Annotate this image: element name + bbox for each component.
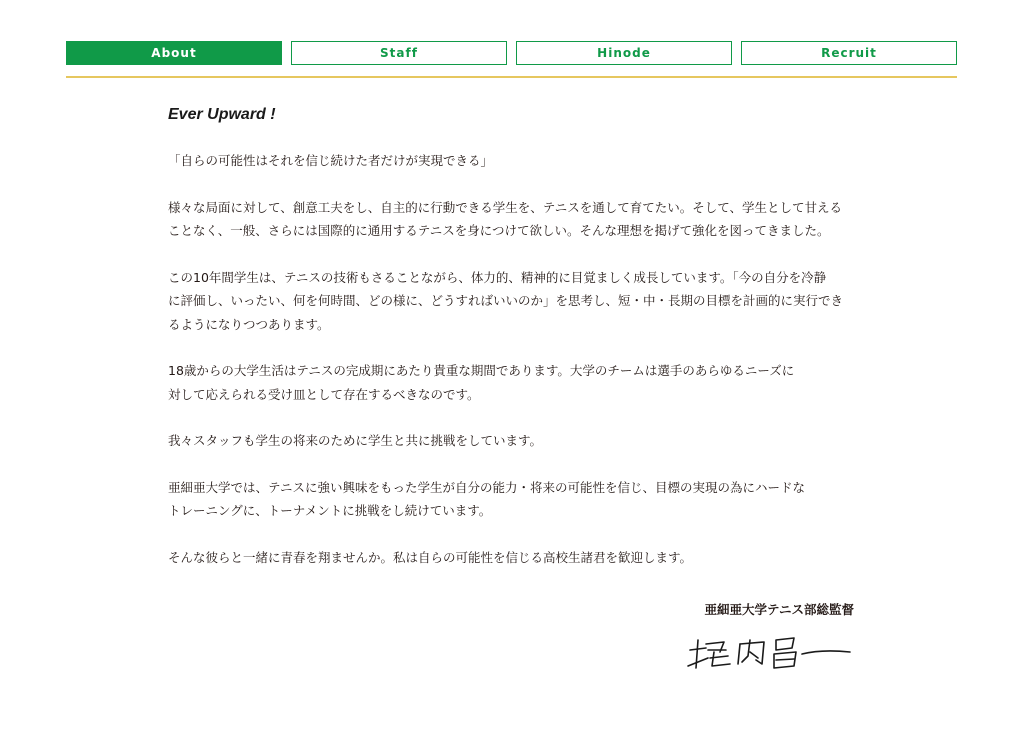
main-nav: [66, 41, 957, 65]
paragraph-line: 様々な局面に対して、創意工夫をし、自主的に行動できる学生を、テニスを通して育てたい。そして、学生として甘える: [168, 199, 843, 215]
paragraph-line: るようになりつつあります。: [168, 316, 330, 332]
nav-tab-hinode[interactable]: Hinode: [516, 41, 732, 65]
paragraph-line: 対して応えられる受け皿として存在するべきなのです。: [168, 386, 480, 402]
nav-tab-recruit[interactable]: Recruit: [741, 41, 957, 65]
paragraph-line: 18歳からの大学生活はテニスの完成期にあたり貴重な期間であります。大学のチームは選手のあらゆるニーズに: [168, 363, 795, 378]
paragraph-welcome: [168, 546, 868, 570]
paragraph-line: ことなく、一般、さらには国際的に通用するテニスを身につけて欲しい。そんな理想を掲げて強化を図ってきました。: [168, 223, 830, 238]
header-divider: [66, 76, 957, 78]
paragraph-challenge: [168, 476, 868, 523]
signature-title: 亜細亜大学テニス部総監督: [704, 602, 854, 617]
paragraph-philosophy: [168, 196, 868, 243]
paragraph-line: 「自らの可能性はそれを信じ続けた者だけが実現できる」: [168, 153, 494, 168]
nav-tab-about[interactable]: About: [66, 41, 282, 65]
paragraph-staff: [168, 429, 868, 453]
paragraph-university-life: [168, 359, 868, 406]
main-content: [168, 104, 868, 569]
paragraph-growth: [168, 266, 868, 337]
handwritten-signature: [684, 630, 854, 676]
paragraph-line: に評価し、いったい、何を何時間、どの様に、どうすればいいのか」を思考し、短・中・長期の目標を計画的に実行でき: [168, 293, 844, 308]
paragraph-line: 我々スタッフも学生の将来のために学生と共に挑戦をしています。: [168, 433, 543, 448]
paragraph-line: 亜細亜大学では、テニスに強い興味をもった学生が自分の能力・将来の可能性を信じ、目標の実現の為にハードな: [168, 479, 806, 495]
page-heading: Ever Upward !: [168, 106, 276, 123]
paragraph-line: この10年間学生は、テニスの技術もさることながら、体力的、精神的に目覚ましく成長しています。「今の自分を冷静: [168, 269, 827, 285]
paragraph-motto: [168, 149, 868, 173]
paragraph-line: トレーニングに、トーナメントに挑戦をし続けています。: [168, 503, 492, 518]
paragraph-line: そんな彼らと一緒に青春を翔ませんか。私は自らの可能性を信じる高校生諸君を歓迎します。: [168, 549, 693, 565]
nav-tab-staff[interactable]: Staff: [291, 41, 507, 65]
